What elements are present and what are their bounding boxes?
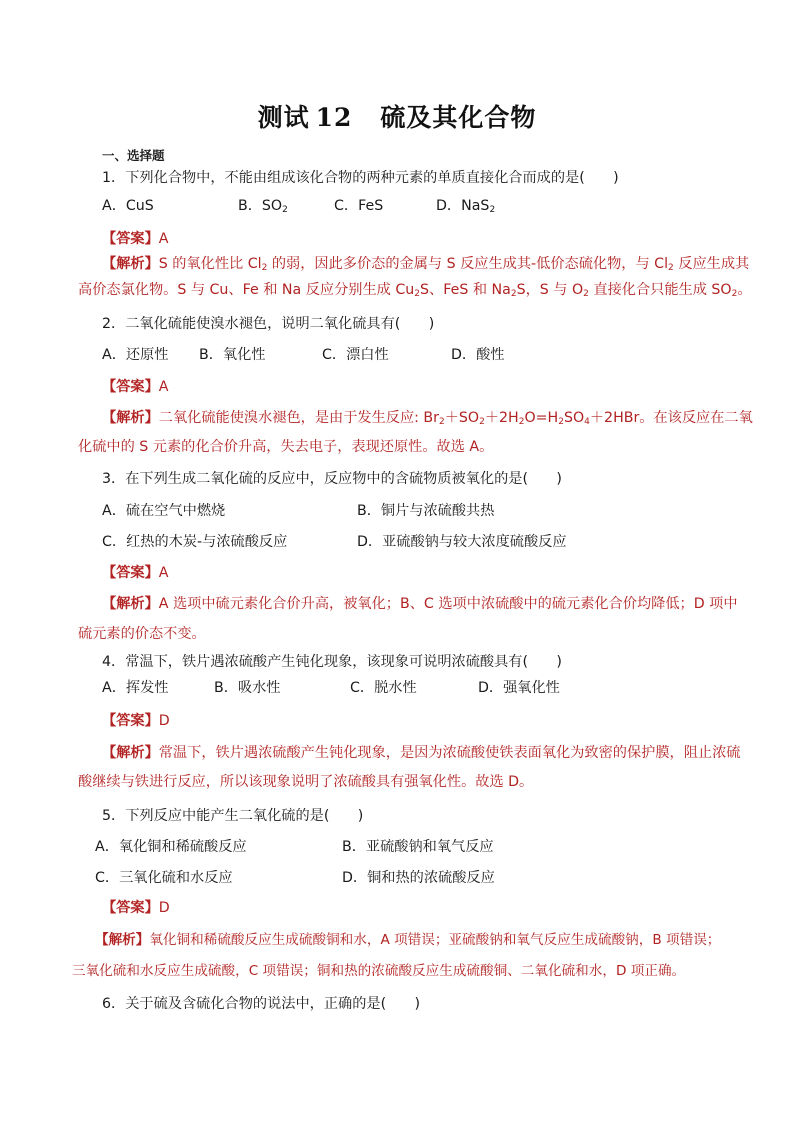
question-1-analysis-line-1: 【解析】S 的氧化性比 $Cl_2$ 的弱，因此多价态的金属与 S 反应生成其-低价态硫化物，与 $Cl_2$ 反应生成其 [102,256,750,273]
question-2-stem: 2．二氧化硫能使溴水褪色，说明二氧化硫具有( ) [102,316,435,332]
question-3-stem: 3．在下列生成二氧化硫的反应中，反应物中的含硫物质被氧化的是( ) [102,471,562,487]
question-2-option-a: A．还原性 [102,347,169,363]
section-heading: 一、选择题 [102,148,165,163]
title-prefix: 测试 [257,103,310,132]
question-1-option-a: A．CuS [102,198,154,214]
question-5-stem: 5．下列反应中能产生二氧化硫的是( ) [102,808,364,824]
question-1-analysis-line-2: 高价态氯化物。S 与 Cu、Fe 和 Na 反应分别生成 $Cu_2S$、FeS 和 $Na_2S$，S 与 $O_2$ 直接化合只能生成 $SO_2$。 [78,282,752,299]
page-title [0,98,794,134]
question-4-option-c: C．脱水性 [350,680,417,696]
question-2-option-c: C．漂白性 [322,347,389,363]
title-subject: 硫及其化合物 [380,103,537,132]
question-3-option-b: B．铜片与浓硫酸共热 [357,503,495,519]
question-3-answer: 【答案】A [102,565,169,581]
question-1-stem: 1．下列化合物中，不能由组成该化合物的两种元素的单质直接化合而成的是( ) [102,170,619,186]
question-4-option-b: B．吸水性 [214,680,281,696]
question-5-option-b: B．亚硫酸钠和氧气反应 [342,839,494,855]
question-1-option-c: C．FeS [334,198,384,214]
question-5-analysis-line-1: 【解析】氧化铜和稀硫酸反应生成硫酸铜和水，A 项错误；亚硫酸钠和氧气反应生成硫酸钠，B 项错误； [95,932,721,948]
question-4-answer: 【答案】D [102,713,170,729]
question-4-option-a: A．挥发性 [102,680,169,696]
question-1-answer: 【答案】A [102,231,169,247]
question-5-answer: 【答案】D [102,900,170,916]
question-2-option-d: D．酸性 [451,347,505,363]
question-3-option-d: D．亚硫酸钠与较大浓度硫酸反应 [357,534,567,550]
question-2-analysis-line-1: 【解析】二氧化硫能使溴水褪色，是由于发生反应: $Br_2+SO_2+2H_2O=H_2SO_4+2HBr$。在该反应在二氧 [102,410,753,427]
question-1-option-b: B．$SO_2$ [238,198,288,215]
question-2-option-b: B．氧化性 [199,347,266,363]
question-2-analysis-line-2: 化硫中的 S 元素的化合价升高，失去电子，表现还原性。故选 A。 [78,439,494,455]
question-4-analysis-line-1: 【解析】常温下，铁片遇浓硫酸产生钝化现象，是因为浓硫酸使铁表面氧化为致密的保护膜，阻止浓硫 [102,745,741,761]
question-5-analysis-line-2: 三氧化硫和水反应生成硫酸，C 项错误；铜和热的浓硫酸反应生成硫酸铜、二氧化硫和水，D 项正确。 [72,963,686,979]
question-4-stem: 4．常温下，铁片遇浓硫酸产生钝化现象，该现象可说明浓硫酸具有( ) [102,654,562,670]
title-number: 12 [315,103,353,132]
question-4-analysis-line-2: 酸继续与铁进行反应，所以该现象说明了浓硫酸具有强氧化性。故选 D。 [78,774,534,790]
question-6-stem: 6．关于硫及含硫化合物的说法中，正确的是( ) [102,996,421,1012]
question-4-option-d: D．强氧化性 [478,680,560,696]
question-5-option-c: C．三氧化硫和水反应 [95,870,233,886]
question-5-option-d: D．铜和热的浓硫酸反应 [342,870,495,886]
question-5-option-a: A．氧化铜和稀硫酸反应 [95,839,247,855]
question-2-answer: 【答案】A [102,379,169,395]
question-3-analysis-line-1: 【解析】A 选项中硫元素化合价升高，被氧化；B、C 选项中浓硫酸中的硫元素化合价均降低；D 项中 [102,596,738,612]
question-3-analysis-line-2: 硫元素的价态不变。 [78,626,206,642]
question-3-option-c: C．红热的木炭-与浓硫酸反应 [102,534,288,550]
question-1-option-d: D．NaS$_2$ [436,198,496,215]
question-3-option-a: A．硫在空气中燃烧 [102,503,226,519]
